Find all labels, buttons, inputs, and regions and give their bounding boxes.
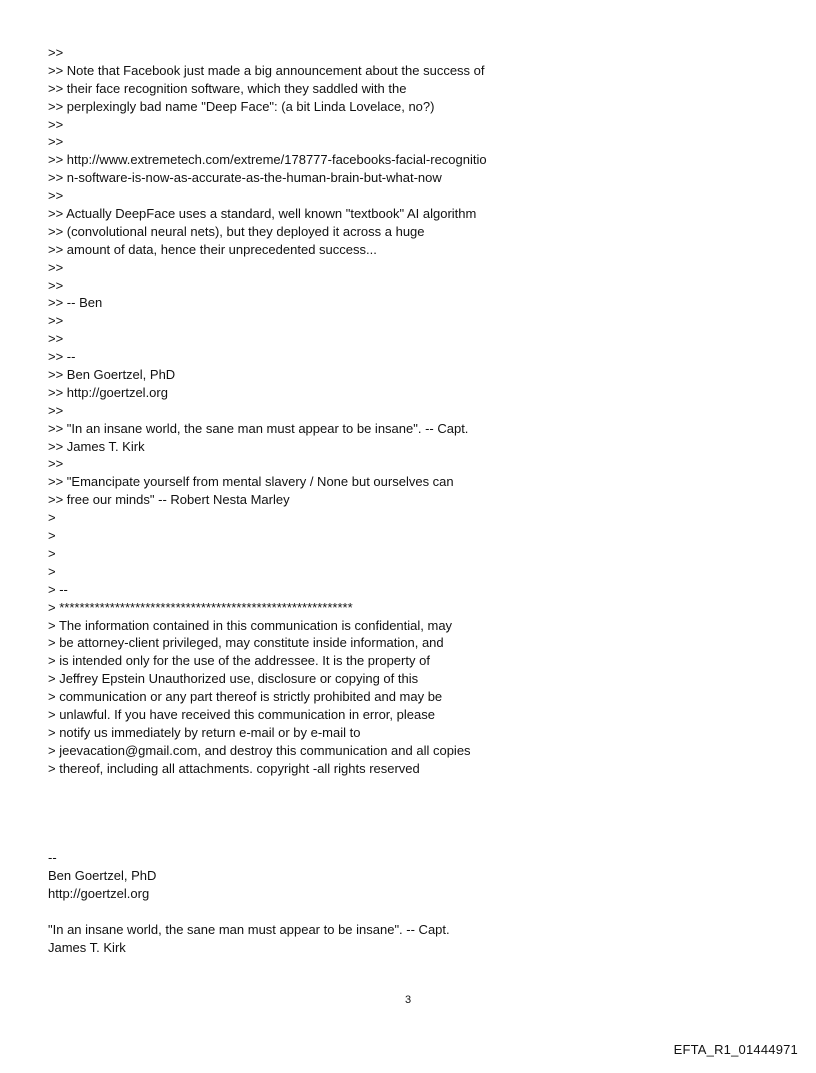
text-line: >> bbox=[48, 402, 64, 418]
link-line[interactable]: >> http://goertzel.org bbox=[48, 384, 168, 400]
disclaimer-line: > is intended only for the use of the addressee. It is the property of bbox=[48, 653, 430, 669]
blank-line bbox=[48, 903, 788, 921]
text-line: >> bbox=[48, 259, 64, 275]
quote-line: >> James T. Kirk bbox=[48, 438, 145, 454]
quote-line: >> "In an insane world, the sane man must appear to be insane". -- Capt. bbox=[48, 420, 469, 436]
document-id: EFTA_R1_01444971 bbox=[673, 1042, 798, 1057]
page-number: 3 bbox=[404, 994, 412, 1006]
blank-line bbox=[48, 778, 788, 796]
quote-line: >> "Emancipate yourself from mental slavery / None but ourselves can bbox=[48, 474, 454, 490]
text-line: >> bbox=[48, 313, 64, 329]
text-line: >> Note that Facebook just made a big announcement about the success of bbox=[48, 62, 485, 78]
disclaimer-line: > thereof, including all attachments. copyright -all rights reserved bbox=[48, 760, 420, 776]
disclaimer-line: > jeevacation@gmail.com, and destroy this communication and all copies bbox=[48, 742, 471, 758]
link-line[interactable]: >> n-software-is-now-as-accurate-as-the-human-brain-but-what-now bbox=[48, 170, 442, 186]
text-line: > bbox=[48, 528, 56, 544]
text-line: > bbox=[48, 545, 56, 561]
disclaimer-line: > be attorney-client privileged, may constitute inside information, and bbox=[48, 635, 444, 651]
link-line[interactable]: >> http://www.extremetech.com/extreme/178777-facebooks-facial-recognitio bbox=[48, 152, 487, 168]
text-line: >> -- Ben bbox=[48, 295, 103, 311]
text-line: >> bbox=[48, 456, 64, 472]
text-line: >> (convolutional neural nets), but they deployed it across a huge bbox=[48, 223, 425, 239]
text-line: >> bbox=[48, 116, 64, 132]
text-line: >> bbox=[48, 45, 64, 60]
disclaimer-line: > The information contained in this communication is confidential, may bbox=[48, 617, 453, 633]
disclaimer-line: > Jeffrey Epstein Unauthorized use, disclosure or copying of this bbox=[48, 671, 419, 687]
text-line: > -- bbox=[48, 581, 68, 597]
disclaimer-line: > notify us immediately by return e-mail or by e-mail to bbox=[48, 724, 361, 740]
signature-quote: "In an insane world, the sane man must appear to be insane". -- Capt. bbox=[48, 921, 450, 937]
text-line: > bbox=[48, 563, 56, 579]
text-line: >> -- bbox=[48, 349, 76, 365]
signature-link[interactable]: http://goertzel.org bbox=[48, 885, 150, 901]
quote-line: >> free our minds" -- Robert Nesta Marley bbox=[48, 492, 290, 508]
text-line: >> amount of data, hence their unprecedented success... bbox=[48, 241, 377, 257]
signature-quote: James T. Kirk bbox=[48, 939, 126, 955]
text-line: >> their face recognition software, which they saddled with the bbox=[48, 80, 407, 96]
text-line: >> bbox=[48, 134, 64, 150]
text-line: >> Actually DeepFace uses a standard, well known "textbook" AI algorithm bbox=[48, 206, 477, 222]
disclaimer-line: > communication or any part thereof is strictly prohibited and may be bbox=[48, 689, 443, 705]
signature-separator: -- bbox=[48, 850, 57, 866]
text-line: >> bbox=[48, 188, 64, 204]
signature-name: >> Ben Goertzel, PhD bbox=[48, 367, 176, 383]
disclaimer-line: > unlawful. If you have received this communication in error, please bbox=[48, 706, 435, 722]
signature-name: Ben Goertzel, PhD bbox=[48, 867, 157, 883]
blank-line bbox=[48, 795, 788, 813]
email-body bbox=[48, 44, 788, 956]
text-line: >> perplexingly bad name "Deep Face": (a bit Linda Lovelace, no?) bbox=[48, 98, 435, 114]
blank-line bbox=[48, 831, 788, 849]
disclaimer-divider: > ********************************************************** bbox=[48, 599, 353, 615]
text-line: >> bbox=[48, 277, 64, 293]
text-line: >> bbox=[48, 331, 64, 347]
text-line: > bbox=[48, 510, 56, 526]
blank-line bbox=[48, 813, 788, 831]
